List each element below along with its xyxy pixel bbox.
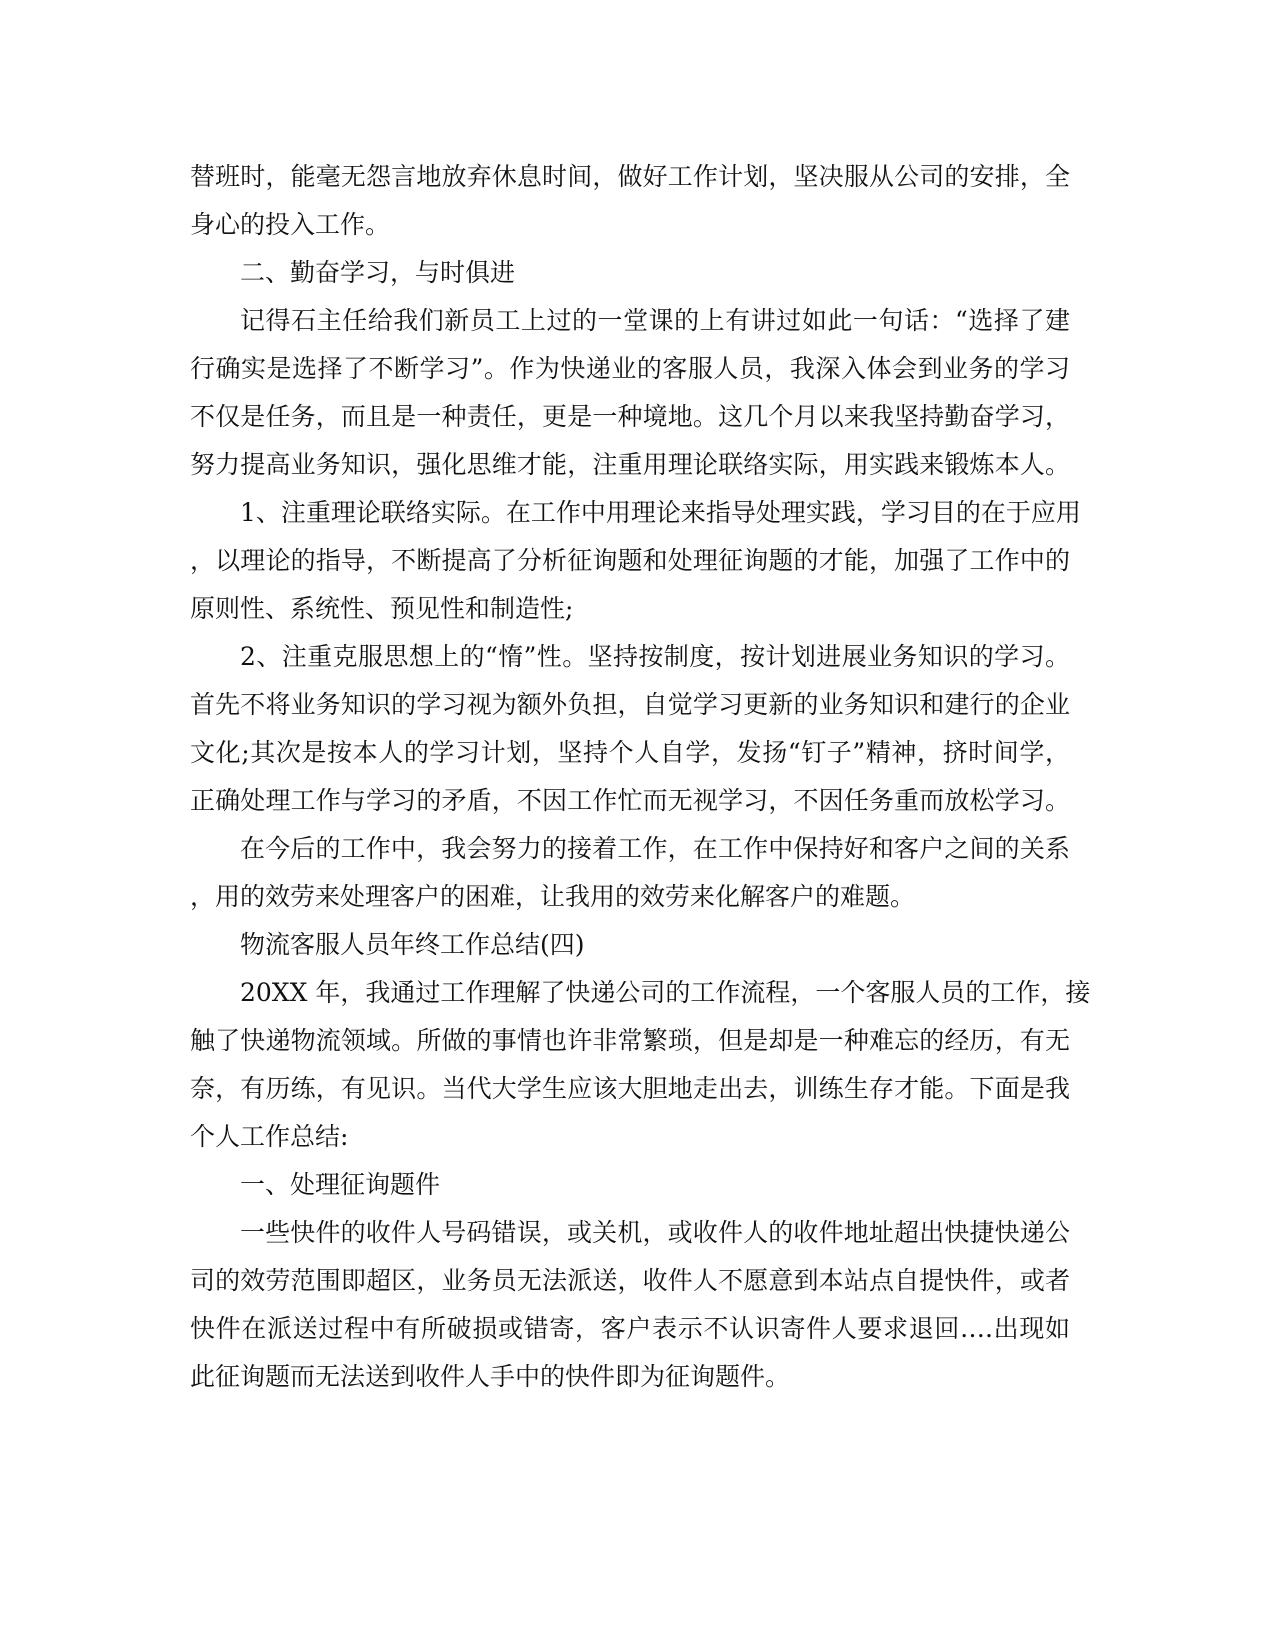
text-line: 行确实是选择了不断学习”。作为快递业的客服人员，我深入体会到业务的学习: [190, 354, 1070, 383]
text-line: 1、注重理论联络实际。在工作中用理论来指导处理实践，学习目的在于应用: [240, 498, 1081, 527]
section-title: 物流客服人员年终工作总结(四): [240, 930, 585, 959]
text-line: 20XX 年，我通过工作理解了快递公司的工作流程，一个客服人员的工作，接: [240, 978, 1091, 1007]
document-body: [190, 153, 1091, 1401]
text-line: ，以理论的指导，不断提高了分析征询题和处理征询题的才能，加强了工作中的: [190, 546, 1070, 575]
section-heading: 二、勤奋学习，与时俱进: [240, 258, 516, 287]
text-line: 努力提高业务知识，强化思维才能，注重用理论联络实际，用实践来锻炼本人。: [190, 450, 1070, 479]
text-line: 个人工作总结:: [190, 1122, 349, 1151]
text-line: 一些快件的收件人号码错误，或关机，或收件人的收件地址超出快捷快递公: [240, 1218, 1070, 1247]
text-line: 快件在派送过程中有所破损或错寄，客户表示不认识寄件人要求退回….出现如: [190, 1314, 1070, 1343]
text-line: ，用的效劳来处理客户的困难，让我用的效劳来化解客户的难题。: [190, 882, 916, 911]
text-line: 替班时，能毫无怨言地放弃休息时间，做好工作计划，坚决服从公司的安排，全: [190, 162, 1070, 191]
text-line: 2、注重克服思想上的“惰”性。坚持按制度，按计划进展业务知识的学习。: [240, 642, 1070, 671]
text-line: 文化;其次是按本人的学习计划，坚持个人自学，发扬“钉子”精神，挤时间学，: [190, 738, 1070, 767]
text-line: 身心的投入工作。: [190, 210, 391, 239]
text-line: 触了快递物流领域。所做的事情也许非常繁琐，但是却是一种难忘的经历，有无: [190, 1026, 1070, 1055]
text-line: 此征询题而无法送到收件人手中的快件即为征询题件。: [190, 1362, 791, 1391]
text-line: 奈，有历练，有见识。当代大学生应该大胆地走出去，训练生存才能。下面是我: [190, 1074, 1070, 1103]
text-line: 原则性、系统性、预见性和制造性;: [190, 594, 574, 623]
text-line: 首先不将业务知识的学习视为额外负担，自觉学习更新的业务知识和建行的企业: [190, 690, 1070, 719]
text-line: 司的效劳范围即超区，业务员无法派送，收件人不愿意到本站点自提快件，或者: [190, 1266, 1070, 1295]
text-line: 不仅是任务，而且是一种责任，更是一种境地。这几个月以来我坚持勤奋学习，: [190, 402, 1070, 431]
text-line: 在今后的工作中，我会努力的接着工作，在工作中保持好和客户之间的关系: [240, 834, 1070, 863]
section-heading: 一、处理征询题件: [240, 1170, 441, 1199]
text-line: 记得石主任给我们新员工上过的一堂课的上有讲过如此一句话：“选择了建: [240, 306, 1070, 335]
text-line: 正确处理工作与学习的矛盾，不因工作忙而无视学习，不因任务重而放松学习。: [190, 786, 1070, 815]
